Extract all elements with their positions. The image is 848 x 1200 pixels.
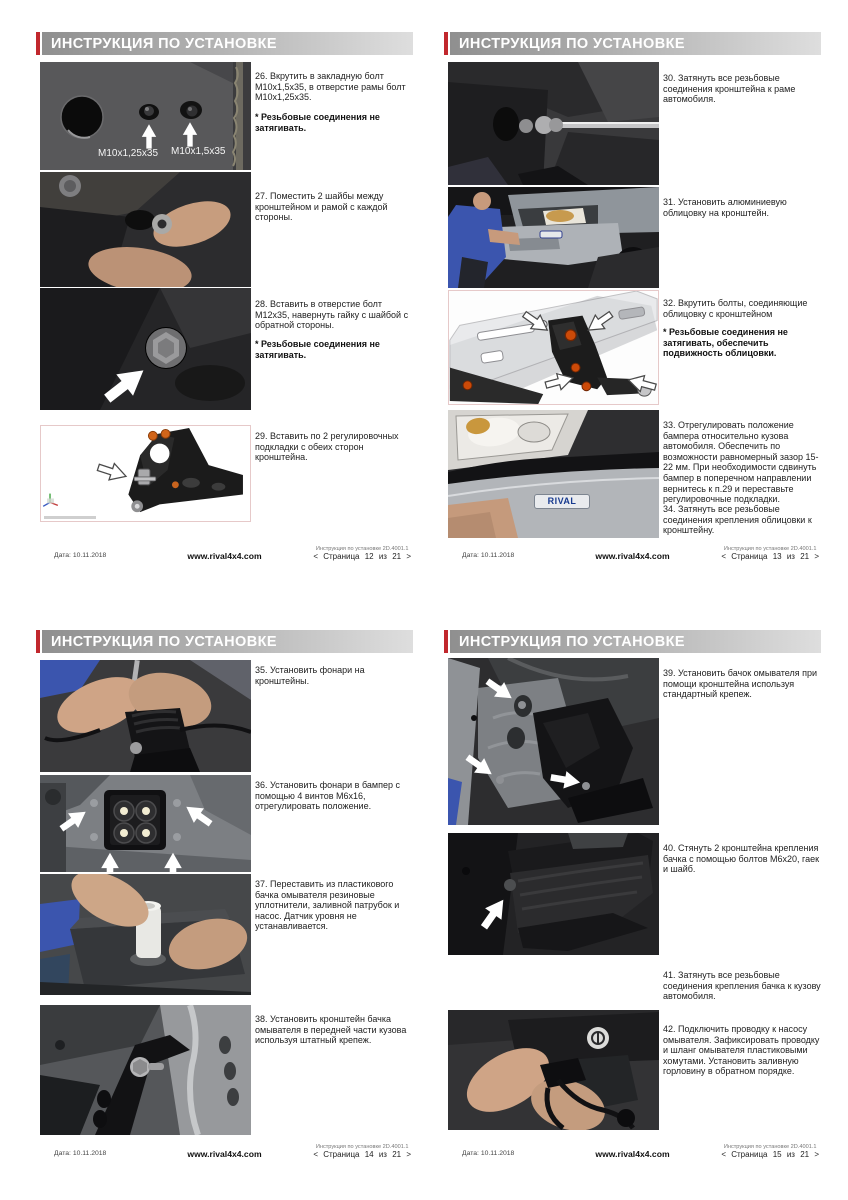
cad-caption-smudge <box>44 516 96 519</box>
washer-install-illustration <box>40 172 251 287</box>
page-title: ИНСТРУКЦИЯ ПО УСТАНОВКЕ <box>51 633 277 650</box>
step-28-note <box>255 339 413 360</box>
step-33-text: 33. Отрегулировать положение бампера относительно кузова автомобиля. Обеспечить по возможности равномерный зазор 15-22 мм. При необходимости сдвинуть бампер в поперечном направлении вернитесь к п.29 и переставьте регулировочные подкладки. <box>663 420 819 505</box>
header-bar <box>450 32 821 55</box>
step-28-note-text: * Резьбовые соединения не затягивать. <box>255 339 380 360</box>
page-header <box>444 630 821 653</box>
page-footer <box>444 546 821 576</box>
footer-website-link[interactable]: www.rival4x4.com <box>187 551 262 561</box>
step-26-note-text: * Резьбовые соединения не затягивать. <box>255 112 380 133</box>
step-35 <box>255 665 413 686</box>
page-15 <box>444 628 821 1180</box>
header-bar <box>42 630 413 653</box>
footer-doc-ref: Инструкция по установке 2D.4001.1 <box>315 1144 409 1150</box>
step-39 <box>663 668 821 700</box>
footer-website-link[interactable]: www.rival4x4.com <box>595 551 670 561</box>
step-36 <box>255 780 413 812</box>
step-41-text: 41. Затянуть все резьбовые соединения крепления бачка к кузову автомобиля. <box>663 970 821 1002</box>
step-34 <box>663 504 821 536</box>
page-footer <box>36 1144 413 1174</box>
photo-tank-mounted <box>448 658 659 825</box>
footer-page-nav[interactable]: < Страница 14 из 21 > <box>313 1150 411 1159</box>
header-bar <box>42 32 413 55</box>
footer-page-nav[interactable]: < Страница 12 из 21 > <box>313 552 411 561</box>
photo-lamp-in-bumper <box>40 775 251 872</box>
page-13 <box>444 30 821 582</box>
page-header <box>444 32 821 55</box>
page-title: ИНСТРУКЦИЯ ПО УСТАНОВКЕ <box>51 35 277 52</box>
footer-date: Дата: 10.11.2018 <box>54 552 107 559</box>
step-32-note <box>663 327 821 359</box>
photo-tank-bracket <box>40 1005 251 1135</box>
footer-date: Дата: 10.11.2018 <box>54 1150 107 1157</box>
photo-bracket-clamp <box>448 833 659 955</box>
step-42-text: 42. Подключить проводку к насосу омывателя. Зафиксировать проводку и шланг омывателя пластиковыми хомутами. Установить заливную горловину в обратном порядке. <box>663 1024 820 1077</box>
step-35-text: 35. Установить фонари на кронштейны. <box>255 665 365 686</box>
photo-bolt-insert <box>40 288 251 410</box>
step-32-text: 32. Вкрутить болты, соединяющие облицовку с кронштейном <box>663 298 808 319</box>
step-29-text: 29. Вставить по 2 регулировочных подкладки с обеих сторон кронштейна. <box>255 431 399 463</box>
fascia-drawing-illustration <box>449 291 658 404</box>
photo-washer-install <box>40 172 251 287</box>
drawing-adjustment-shims <box>40 425 251 522</box>
step-26 <box>255 71 413 103</box>
step-32 <box>663 298 821 319</box>
step-31 <box>663 197 821 218</box>
step-29 <box>255 431 413 463</box>
header-red-stripe <box>444 32 448 55</box>
photo-fascia-install <box>448 187 659 288</box>
footer-page-nav[interactable]: < Страница 13 из 21 > <box>721 552 819 561</box>
footer-date: Дата: 10.11.2018 <box>462 1150 515 1157</box>
page-header <box>36 32 413 55</box>
step-40-text: 40. Стянуть 2 кронштейна крепления бачка с помощью болтов M6x20, гаек и шайб. <box>663 843 820 875</box>
headlight-closeup-illustration <box>448 410 659 538</box>
tank-bracket-illustration <box>40 1005 251 1135</box>
step-33 <box>663 420 821 505</box>
photo-frame-bolt-holes <box>40 62 251 170</box>
rival-brand-badge: RIVAL <box>534 494 590 509</box>
step-27 <box>255 191 413 223</box>
step-30 <box>663 73 821 105</box>
page-title: ИНСТРУКЦИЯ ПО УСТАНОВКЕ <box>459 633 685 650</box>
page-footer <box>444 1144 821 1174</box>
step-40 <box>663 843 821 875</box>
step-28-text: 28. Вставить в отверстие болт M12x35, навернуть гайку с шайбой с обратной стороны. <box>255 299 409 331</box>
footer-page-nav[interactable]: < Страница 15 из 21 > <box>721 1150 819 1159</box>
reservoir-clamp-illustration <box>448 833 659 955</box>
lamp-assembly-illustration <box>40 660 251 772</box>
photo-lamp-bracket <box>40 660 251 772</box>
footer-doc-ref: Инструкция по установке 2D.4001.1 <box>723 1144 817 1150</box>
footer-date: Дата: 10.11.2018 <box>462 552 515 559</box>
photo-tighten-frame <box>448 62 659 185</box>
footer-doc-ref: Инструкция по установке 2D.4001.1 <box>315 546 409 552</box>
underbody-illustration <box>448 62 659 185</box>
page-12 <box>36 30 413 582</box>
photo-pump-wiring <box>448 1010 659 1130</box>
bolt-label-right: M10x1,5x35 <box>171 146 226 157</box>
step-36-text: 36. Установить фонари в бампер с помощью 4 винтов M6x16, отрегулировать положение. <box>255 780 400 812</box>
step-31-text: 31. Установить алюминиевую облицовку на кронштейн. <box>663 197 787 218</box>
page-title: ИНСТРУКЦИЯ ПО УСТАНОВКЕ <box>459 35 685 52</box>
step-34-text: 34. Затянуть все резьбовые соединения крепления облицовки к кронштейну. <box>663 504 812 536</box>
photo-bumper-gap <box>448 410 659 538</box>
step-39-text: 39. Установить бачок омывателя при помощи кронштейна используя стандартный крепеж. <box>663 668 818 700</box>
page-footer <box>36 546 413 576</box>
step-26-note <box>255 112 413 133</box>
footer-doc-ref: Инструкция по установке 2D.4001.1 <box>723 546 817 552</box>
header-red-stripe <box>36 32 40 55</box>
step-42 <box>663 1024 821 1077</box>
step-30-text: 30. Затянуть все резьбовые соединения кронштейна к раме автомобиля. <box>663 73 796 105</box>
header-red-stripe <box>36 630 40 653</box>
led-lamp-illustration <box>40 775 251 872</box>
drawing-fascia-bolts <box>448 290 659 405</box>
step-26-text: 26. Вкрутить в закладную болт M10x1,5x35, в отверстие рамы болт M10x1,25x35. <box>255 71 406 103</box>
step-38 <box>255 1014 413 1046</box>
tank-parts-illustration <box>40 874 251 995</box>
header-bar <box>450 630 821 653</box>
step-41 <box>663 970 821 1002</box>
bolt-label-left: M10x1,25x35 <box>98 148 159 159</box>
page-header <box>36 630 413 653</box>
pump-wiring-illustration <box>448 1010 659 1130</box>
step-37-text: 37. Переставить из пластикового бачка омывателя резиновые уплотнители, заливной патрубок и насос. Датчик уровня не устанавливается. <box>255 879 400 932</box>
bracket-drawing-illustration <box>41 426 250 521</box>
header-red-stripe <box>444 630 448 653</box>
step-38-text: 38. Установить кронштейн бачка омывателя в передней части кузова используя штатный крепеж. <box>255 1014 407 1046</box>
step-32-note-text: * Резьбовые соединения не затягивать, обеспечить подвижность облицовки. <box>663 327 788 359</box>
bolt-insert-illustration <box>40 288 251 410</box>
footer-website-link[interactable]: www.rival4x4.com <box>595 1149 670 1159</box>
photo-washer-tank-parts <box>40 874 251 995</box>
footer-website-link[interactable]: www.rival4x4.com <box>187 1149 262 1159</box>
truck-fascia-illustration <box>448 187 659 288</box>
page-14 <box>36 628 413 1180</box>
step-37 <box>255 879 413 932</box>
step-27-text: 27. Поместить 2 шайбы между кронштейном и рамой с каждой стороны. <box>255 191 388 223</box>
step-28 <box>255 299 413 331</box>
wheel-arch-illustration <box>448 658 659 825</box>
